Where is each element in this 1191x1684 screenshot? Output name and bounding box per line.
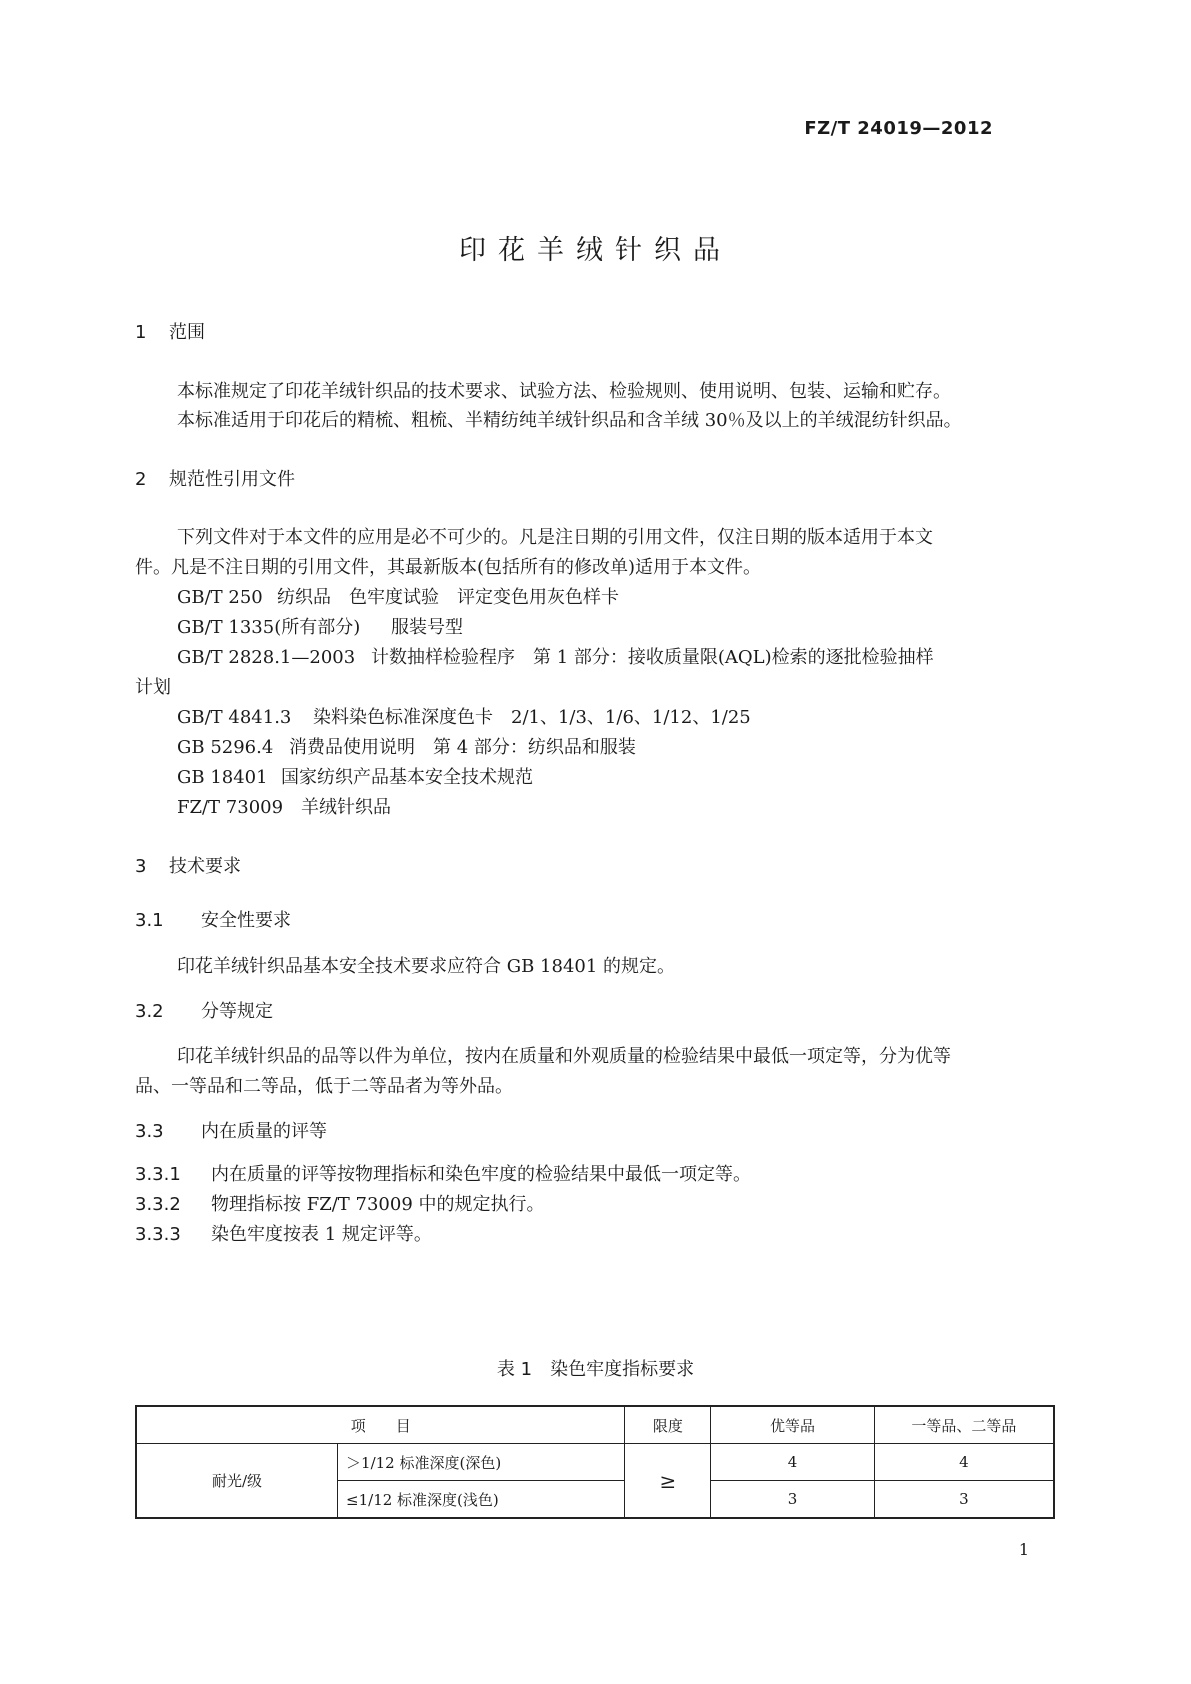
section-1-paragraph-2: 本标准适用于印花后的精梳、粗梳、半精纺纯羊绒针织品和含羊绒 30％及以上的羊绒混纺针织品。 <box>177 410 962 431</box>
section-title: 范围 <box>169 322 205 343</box>
clause-number: 3.3.3 <box>135 1224 181 1245</box>
subsection-3-2-heading <box>135 997 273 1023</box>
clause-3-3-3 <box>135 1220 432 1246</box>
section-2-intro-line-1: 下列文件对于本文件的应用是必不可少的。凡是注日期的引用文件，仅注日期的版本适用于本文 <box>177 527 933 548</box>
clause-number: 3.3.2 <box>135 1194 181 1215</box>
superior-value: 3 <box>711 1481 875 1519</box>
standard-number: FZ/T 24019—2012 <box>804 118 993 139</box>
header-first-second: 一等品、二等品 <box>874 1406 1054 1444</box>
subsection-3-2-line-1: 印花羊绒针织品的品等以件为单位，按内在质量和外观质量的检验结果中最低一项定等，分为优等 <box>177 1046 951 1067</box>
reference-item-continuation: 计划 <box>135 677 171 698</box>
document-title: 印花羊绒针织品 <box>459 235 732 266</box>
condition-cell: ≤1/12 标准深度(浅色) <box>338 1481 625 1519</box>
superior-value: 4 <box>711 1444 875 1481</box>
reference-code: GB/T 1335(所有部分) <box>177 617 361 638</box>
clause-3-3-2 <box>135 1190 545 1216</box>
subsection-3-3-heading <box>135 1117 327 1143</box>
section-title: 规范性引用文件 <box>169 469 295 490</box>
section-title: 技术要求 <box>169 856 241 877</box>
row-group-label: 耐光/级 <box>136 1444 338 1519</box>
reference-code: GB 18401 <box>177 767 268 788</box>
header-superior: 优等品 <box>711 1406 875 1444</box>
table-header-row <box>136 1406 1054 1444</box>
subsection-title: 分等规定 <box>201 1001 273 1022</box>
clause-text: 内在质量的评等按物理指标和染色牢度的检验结果中最低一项定等。 <box>211 1164 751 1185</box>
reference-item <box>177 793 391 819</box>
subsection-3-1-paragraph: 印花羊绒针织品基本安全技术要求应符合 GB 18401 的规定。 <box>177 956 676 977</box>
section-1-paragraph-1: 本标准规定了印花羊绒针织品的技术要求、试验方法、检验规则、使用说明、包装、运输和贮存。 <box>177 381 951 402</box>
section-number: 3 <box>135 856 147 877</box>
first-second-value: 3 <box>874 1481 1054 1519</box>
reference-title: 消费品使用说明 第 4 部分：纺织品和服装 <box>289 737 636 758</box>
section-3-heading <box>135 852 241 878</box>
section-number: 2 <box>135 469 147 490</box>
header-limit: 限度 <box>625 1406 711 1444</box>
reference-code: GB 5296.4 <box>177 737 274 758</box>
clause-3-3-1 <box>135 1160 751 1186</box>
table-caption: 表 1 染色牢度指标要求 <box>496 1359 695 1380</box>
reference-code: FZ/T 73009 <box>177 797 284 818</box>
subsection-3-2-line-2: 品、一等品和二等品，低于二等品者为等外品。 <box>135 1076 513 1097</box>
first-second-value: 4 <box>874 1444 1054 1481</box>
reference-item <box>177 763 533 789</box>
subsection-title: 内在质量的评等 <box>201 1121 327 1142</box>
header-item: 项 目 <box>136 1406 625 1444</box>
subsection-number: 3.3 <box>135 1121 164 1142</box>
reference-code: GB/T 4841.3 <box>177 707 292 728</box>
colorfastness-table <box>135 1405 1055 1519</box>
reference-title: 染料染色标准深度色卡 2/1、1/3、1/6、1/12、1/25 <box>313 707 751 728</box>
reference-item <box>177 703 751 729</box>
reference-item <box>177 613 463 639</box>
subsection-number: 3.1 <box>135 910 164 931</box>
reference-item <box>177 733 636 759</box>
reference-title: 服装号型 <box>391 617 463 638</box>
clause-text: 染色牢度按表 1 规定评等。 <box>211 1224 432 1245</box>
subsection-number: 3.2 <box>135 1001 164 1022</box>
reference-item <box>177 583 619 609</box>
table-row <box>136 1444 1054 1481</box>
reference-title: 纺织品 色牢度试验 评定变色用灰色样卡 <box>277 587 619 608</box>
condition-cell: ＞1/12 标准深度(深色) <box>338 1444 625 1481</box>
page-number: 1 <box>1018 1540 1029 1559</box>
reference-title: 羊绒针织品 <box>301 797 391 818</box>
section-2-heading <box>135 465 295 491</box>
section-2-intro-line-2: 件。凡是不注日期的引用文件，其最新版本(包括所有的修改单)适用于本文件。 <box>135 557 762 578</box>
reference-code: GB/T 2828.1—2003 <box>177 647 356 668</box>
clause-text: 物理指标按 FZ/T 73009 中的规定执行。 <box>211 1194 545 1215</box>
reference-code: GB/T 250 <box>177 587 263 608</box>
reference-title: 国家纺织产品基本安全技术规范 <box>281 767 533 788</box>
clause-number: 3.3.1 <box>135 1164 181 1185</box>
section-1-heading <box>135 318 205 344</box>
reference-item <box>177 643 934 669</box>
section-number: 1 <box>135 322 147 343</box>
reference-title: 计数抽样检验程序 第 1 部分：接收质量限(AQL)检索的逐批检验抽样 <box>371 647 934 668</box>
subsection-3-1-heading <box>135 906 291 932</box>
limit-symbol: ≥ <box>625 1444 711 1519</box>
subsection-title: 安全性要求 <box>201 910 291 931</box>
